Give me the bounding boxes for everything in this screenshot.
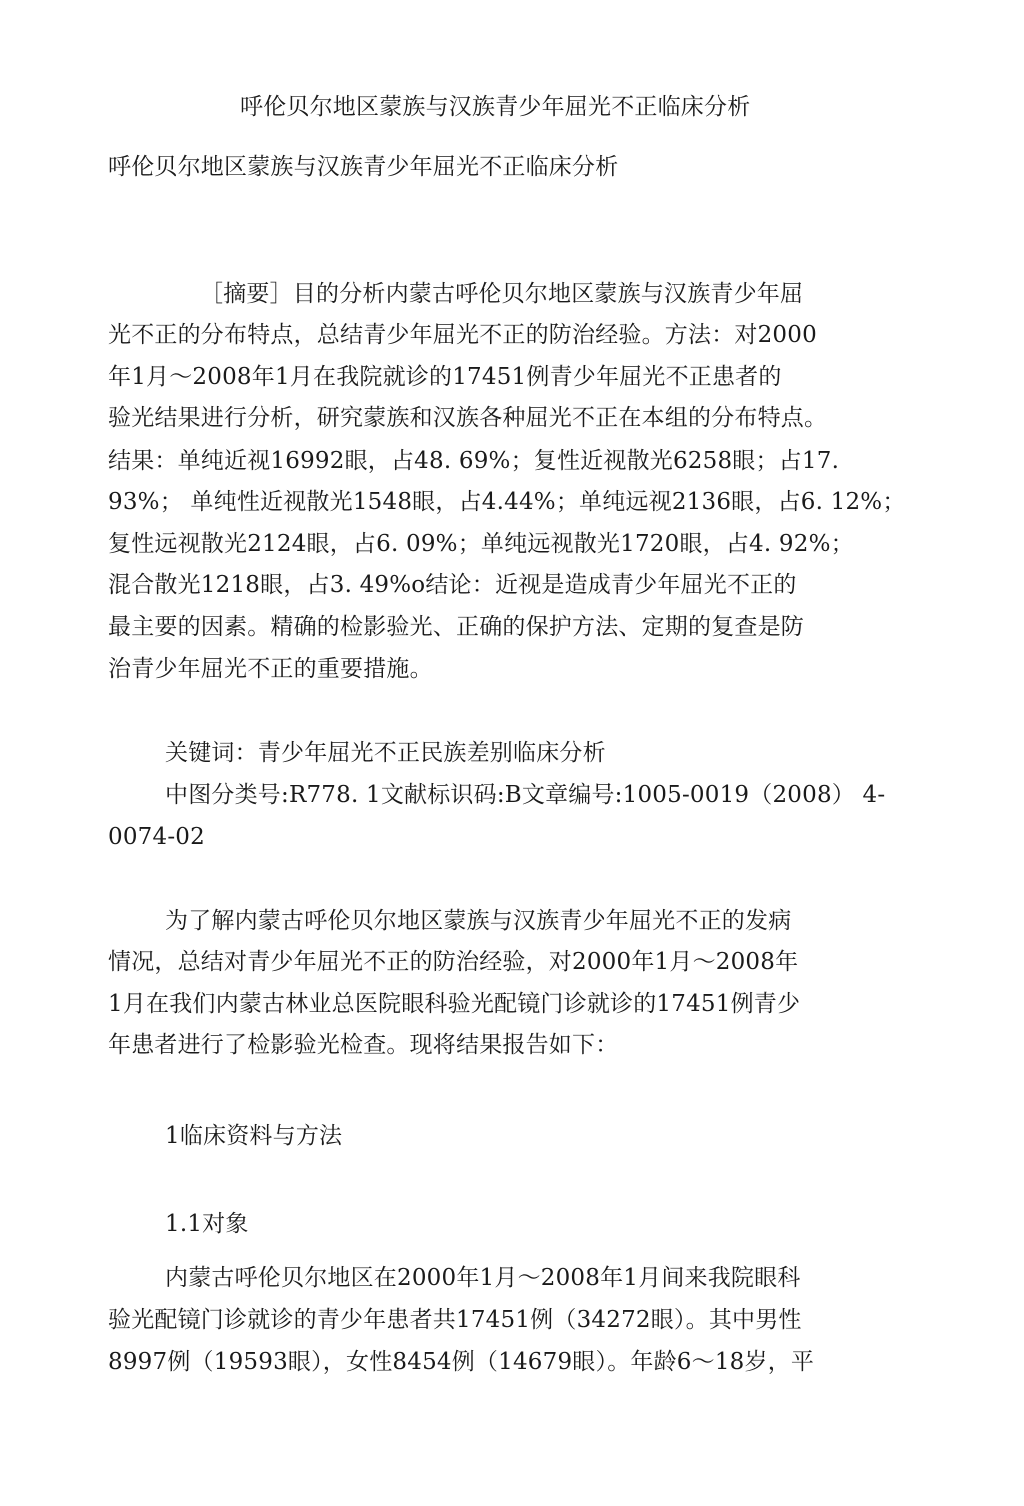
abstract-line: 验光结果进行分析，研究蒙族和汉族各种屈光不正在本组的分布特点。 <box>108 405 828 431</box>
intro-line: 为了解内蒙古呼伦贝尔地区蒙族与汉族青少年屈光不正的发病 <box>165 908 792 934</box>
document-title: 呼伦贝尔地区蒙族与汉族青少年屈光不正临床分析 <box>108 154 619 180</box>
abstract-line: 复性远视散光2124眼，占6. 09%；单纯远视散光1720眼，占4. 92%； <box>108 531 854 557</box>
header-title: 呼伦贝尔地区蒙族与汉族青少年屈光不正临床分析 <box>240 94 751 120</box>
abstract-line: ［摘要］目的分析内蒙古呼伦贝尔地区蒙族与汉族青少年屈 <box>200 281 804 307</box>
abstract-line: 93%； 单纯性近视散光1548眼，占4.44%；单纯远视2136眼，占6. 12%； <box>108 489 906 515</box>
abstract-line: 混合散光1218眼，占3. 49%o结论：近视是造成青少年屈光不正的 <box>108 572 797 598</box>
intro-line: 年患者进行了检影验光检查。现将结果报告如下： <box>108 1032 619 1058</box>
abstract-line: 治青少年屈光不正的重要措施。 <box>108 656 433 682</box>
intro-line: 1月在我们内蒙古林业总医院眼科验光配镜门诊就诊的17451例青少 <box>108 991 801 1017</box>
abstract-line: 年1月～2008年1月在我院就诊的17451例青少年屈光不正患者的 <box>108 364 782 390</box>
abstract-line: 最主要的因素。精确的检影验光、正确的保护方法、定期的复查是防 <box>108 614 804 640</box>
classification-line: 0074-02 <box>108 824 205 850</box>
abstract-line: 光不正的分布特点，总结青少年屈光不正的防治经验。方法：对2000 <box>108 322 817 348</box>
section-heading: 1临床资料与方法 <box>165 1123 343 1149</box>
subsection-heading: 1.1对象 <box>165 1211 249 1237</box>
subjects-line: 8997例（19593眼），女性8454例（14679眼）。年龄6～18岁，平 <box>108 1349 815 1375</box>
subjects-line: 验光配镜门诊就诊的青少年患者共17451例（34272眼）。其中男性 <box>108 1307 802 1333</box>
classification-line: 中图分类号:R778. 1文献标识码:B文章编号:1005-0019（2008） 4- <box>165 782 886 808</box>
abstract-line: 结果：单纯近视16992眼，占48. 69%；复性近视散光6258眼；占17. <box>108 448 840 474</box>
keywords: 关键词：青少年屈光不正民族差别临床分析 <box>165 740 606 766</box>
intro-line: 情况，总结对青少年屈光不正的防治经验，对2000年1月～2008年 <box>108 949 799 975</box>
subjects-line: 内蒙古呼伦贝尔地区在2000年1月～2008年1月间来我院眼科 <box>165 1265 801 1291</box>
